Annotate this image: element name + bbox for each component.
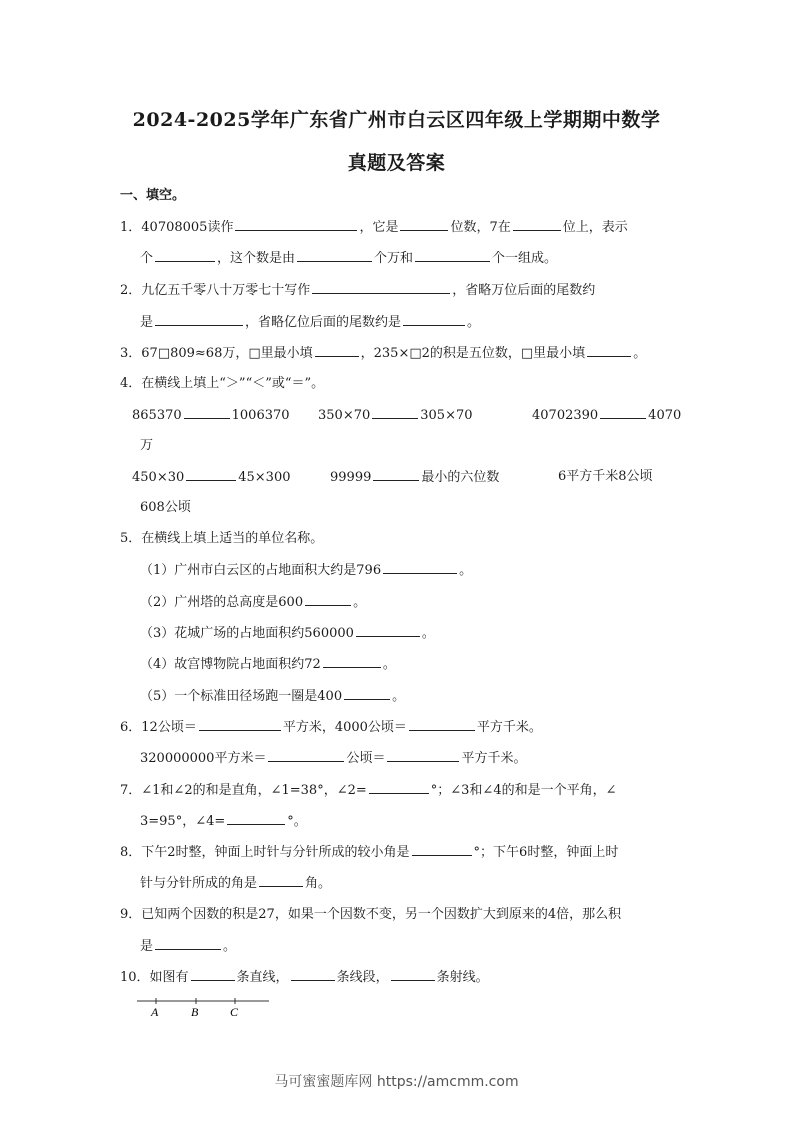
q7-blank-2[interactable]: [227, 812, 285, 825]
q5-sub-4-text: （4）故宫博物院占地面积约72: [140, 657, 321, 672]
q5-sub-4-end: 。: [382, 657, 396, 672]
q4-item-3-right: 4070: [648, 408, 682, 423]
q9-blank-1[interactable]: [155, 937, 221, 950]
q2-text-b: ，省略万位后面的尾数约: [452, 283, 596, 298]
q3-text-b: ，235×□2的积是五位数，□里最小填: [360, 346, 586, 361]
q8-text-a: 8．下午2时整，钟面上时针与分针所成的较小角是: [120, 845, 410, 860]
q5-blank-1[interactable]: [383, 561, 457, 574]
q5-sub-2-text: （2）广州塔的总高度是600: [140, 595, 304, 610]
q7-text-d: °。: [287, 814, 307, 829]
q5-sub-5-end: 。: [392, 689, 406, 704]
question-2-line2: [140, 313, 480, 332]
q2-blank-1[interactable]: [312, 281, 450, 294]
q4-item-1-right: 1006370: [231, 408, 290, 423]
q4-item-2-left: 350×70: [318, 408, 371, 423]
q5-sub-3-text: （3）花城广场的占地面积约560000: [140, 626, 354, 641]
q5-sub-5-text: （5）一个标准田径场跑一圈是400: [140, 689, 343, 704]
q3-blank-2[interactable]: [587, 344, 631, 357]
q4-item-5: [330, 468, 499, 487]
q2-blank-2[interactable]: [155, 313, 243, 326]
q6-blank-1[interactable]: [199, 718, 281, 731]
doc-title-line1: 2024-2025学年广东省广州市白云区四年级上学期期中数学: [132, 109, 661, 131]
q6-text-a: 6．12公顷＝: [120, 720, 197, 735]
q2-text-c: 是: [140, 315, 154, 330]
q7-blank-1[interactable]: [369, 781, 429, 794]
q5-sub-5: [140, 687, 405, 706]
section-heading: 一、填空。: [120, 188, 186, 203]
q7-text-a: 7．∠1和∠2的和是直角，∠1=38°，∠2=: [120, 783, 367, 798]
question-6-line1: [120, 718, 542, 737]
q4-item-1-left: 865370: [132, 408, 182, 423]
q4-item-2-right: 305×70: [420, 408, 473, 423]
q8-text-d: 角。: [305, 876, 332, 891]
q5-sub-3: [140, 624, 435, 643]
q6-text-e: 公顷＝: [346, 751, 386, 766]
q10-blank-2[interactable]: [291, 968, 335, 981]
q1-text-e: 个: [140, 251, 154, 266]
q7-text-b: °；∠3和∠4的和是一个平角，∠: [430, 783, 617, 798]
q6-text-d: 320000000平方米＝: [140, 751, 267, 766]
q8-blank-1[interactable]: [412, 843, 472, 856]
point-c-label: C: [230, 1005, 239, 1019]
q4-item-3: [532, 406, 681, 425]
q5-blank-4[interactable]: [323, 655, 381, 668]
q4-item-2: [318, 406, 473, 425]
q5-blank-3[interactable]: [356, 624, 420, 637]
question-7-line1: [120, 781, 617, 800]
footer-watermark: 马可蜜蜜题库网 https://amcmm.com: [274, 1074, 519, 1090]
q1-blank-1[interactable]: [235, 218, 357, 231]
q2-blank-3[interactable]: [403, 313, 465, 326]
q8-text-c: 针与分针所成的角是: [140, 876, 258, 891]
q2-text-e: 。: [467, 315, 481, 330]
question-9-line2: [140, 937, 236, 956]
q9-text-c: 。: [223, 939, 237, 954]
q6-text-f: 平方千米。: [461, 751, 527, 766]
q9-text-b: 是: [140, 939, 154, 954]
q8-text-b: °；下午6时整，钟面上时: [473, 845, 619, 860]
q10-blank-1[interactable]: [191, 968, 235, 981]
q6-blank-4[interactable]: [387, 749, 459, 762]
q1-text-c: 位数，7在: [450, 220, 511, 235]
q4-item-4: [132, 468, 291, 487]
q5-sub-4: [140, 655, 396, 674]
q1-blank-2[interactable]: [400, 218, 448, 231]
question-9-line1: 9．已知两个因数的积是27，如果一个因数不变，另一个因数扩大到原来的4倍，那么积: [120, 907, 622, 922]
q10-text-a: 10．如图有: [120, 970, 189, 985]
q5-blank-2[interactable]: [305, 593, 351, 606]
question-1-line2: [140, 249, 557, 268]
q4-item-3-left: 40702390: [532, 408, 599, 423]
q10-text-d: 条射线。: [436, 970, 489, 985]
q5-sub-1-text: （1）广州市白云区的占地面积大约是796: [140, 563, 382, 578]
q5-sub-2-end: 。: [353, 595, 367, 610]
q4-blank-1[interactable]: [184, 406, 230, 419]
question-1-line1: [120, 218, 628, 237]
q5-sub-2: [140, 593, 366, 612]
q4-blank-5[interactable]: [373, 468, 419, 481]
question-2-line1: [120, 281, 595, 300]
q4-item-1: [132, 406, 290, 425]
q4-item-4-left: 450×30: [132, 470, 185, 485]
q5-blank-5[interactable]: [344, 687, 390, 700]
question-3: [120, 344, 646, 363]
q4-item-6: 6平方千米8公顷: [558, 469, 653, 484]
q4-item-5-right: 最小的六位数: [421, 470, 500, 485]
q2-text-d: ，省略亿位后面的尾数约是: [245, 315, 402, 330]
q5-sub-3-end: 。: [421, 626, 435, 641]
question-6-line2: [140, 749, 526, 768]
q1-blank-6[interactable]: [415, 249, 490, 262]
question-10: [120, 968, 489, 987]
q1-text-h: 个一组成。: [492, 251, 558, 266]
q3-text-c: 。: [633, 346, 647, 361]
q1-text-b: ，它是: [359, 220, 399, 235]
q1-text-f: ，这个数是由: [217, 251, 296, 266]
q4-item-5-left: 99999: [330, 470, 372, 485]
q4-item-6-wrap: 608公顷: [140, 500, 191, 515]
q4-blank-3[interactable]: [600, 406, 646, 419]
q4-item-3-wrap: 万: [140, 438, 154, 453]
question-7-line2: [140, 812, 307, 831]
q5-sub-1-end: 。: [459, 563, 473, 578]
q4-blank-2[interactable]: [372, 406, 418, 419]
q1-blank-3[interactable]: [513, 218, 561, 231]
q6-blank-2[interactable]: [409, 718, 475, 731]
question-8-line2: [140, 874, 331, 893]
q10-blank-3[interactable]: [391, 968, 435, 981]
q10-text-b: 条直线，: [236, 970, 289, 985]
q1-text-g: 个万和: [374, 251, 414, 266]
q6-text-b: 平方米，4000公顷＝: [282, 720, 407, 735]
q6-text-c: 平方千米。: [476, 720, 542, 735]
q6-blank-3[interactable]: [268, 749, 344, 762]
q5-sub-1: [140, 561, 472, 580]
q4-blank-4[interactable]: [186, 468, 236, 481]
q1-blank-5[interactable]: [297, 249, 372, 262]
q1-blank-4[interactable]: [155, 249, 215, 262]
q10-text-c: 条线段，: [336, 970, 389, 985]
question-8-line1: [120, 843, 618, 862]
q3-blank-1[interactable]: [315, 344, 359, 357]
q8-blank-2[interactable]: [259, 874, 303, 887]
line-figure: [137, 995, 272, 1020]
q3-text-a: 3．67□809≈68万，□里最小填: [120, 346, 313, 361]
question-5-heading: 5．在横线上填上适当的单位名称。: [120, 531, 324, 546]
doc-title-line2: 真题及答案: [347, 152, 446, 174]
q1-text-d: 位上，表示: [562, 220, 628, 235]
q1-text-a: 1．40708005读作: [120, 220, 234, 235]
q7-text-c: 3=95°，∠4=: [140, 814, 226, 829]
q4-item-4-right: 45×300: [238, 470, 291, 485]
point-b-label: B: [191, 1005, 199, 1019]
point-a-label: A: [151, 1005, 159, 1019]
question-4-heading: 4．在横线上填上“＞”“＜”或“＝”。: [120, 376, 325, 391]
q2-text-a: 2．九亿五千零八十万零七十写作: [120, 283, 311, 298]
